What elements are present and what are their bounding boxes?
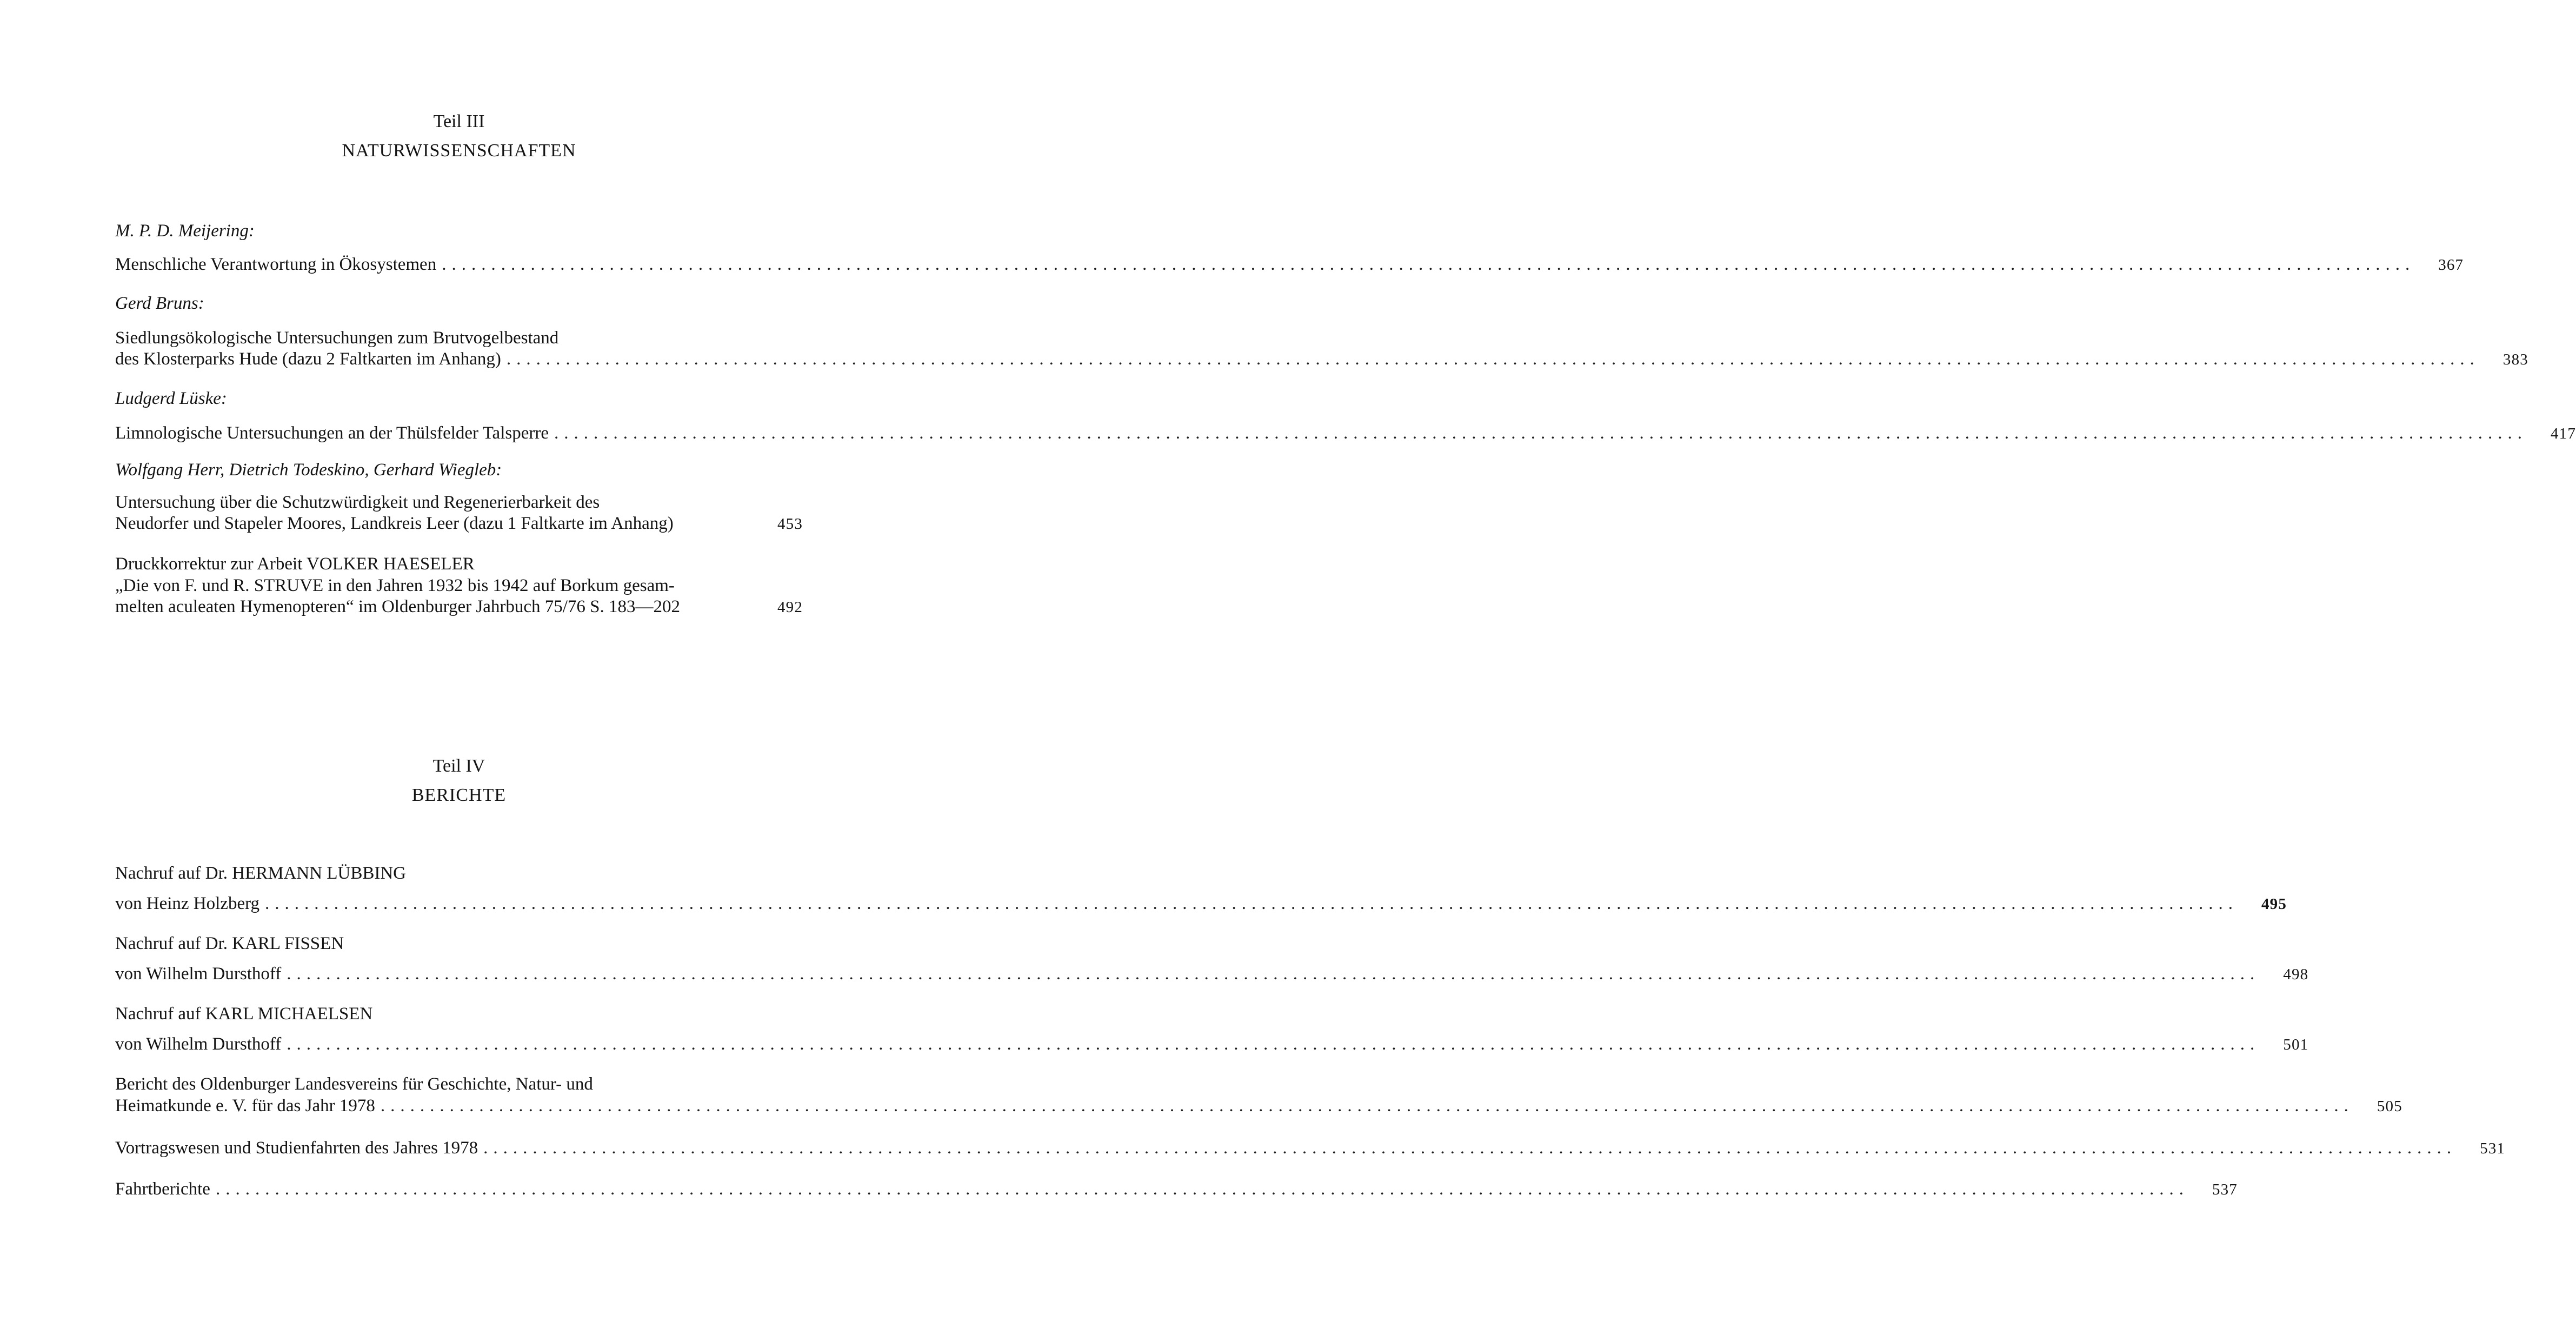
entry-line <box>115 1138 2506 1159</box>
entry-title: Neudorfer und Stapeler Moores, Landkreis Leer (dazu 1 Faltkarte im Anhang) <box>115 514 674 534</box>
entry-author: Ludgerd Lüske: <box>115 389 227 408</box>
toc-entry-nachruf-luebbing <box>115 863 2287 914</box>
entry-line <box>115 423 2576 444</box>
page-number: 531 <box>2480 1140 2506 1157</box>
entry-author: M. P. D. Meijering: <box>115 221 255 241</box>
leader-dots: ........................................................................................................................................................................................................ <box>483 1138 2457 1158</box>
leader-dots: ........................................................................................................................................................................................................ <box>506 349 2480 369</box>
part4-header <box>115 757 803 805</box>
entry-title: von Heinz Holzberg <box>115 893 259 913</box>
entry-title-line: Untersuchung über die Schutzwürdigkeit und Regenerierbarkeit des <box>115 492 600 512</box>
leader-dots: ........................................................................................................................................................................................................ <box>554 423 2527 443</box>
entry-author: Gerd Bruns: <box>115 294 204 313</box>
toc-entry-lueske <box>115 388 2576 444</box>
entry-title-line: Druckkorrektur zur Arbeit VOLKER HAESELER <box>115 554 475 574</box>
page-number: 495 <box>2261 895 2287 913</box>
entry-line <box>115 513 803 535</box>
entry-line <box>115 349 2528 370</box>
entry-title-line: „Die von F. und R. STRUVE in den Jahren 1932 bis 1942 auf Borkum gesam- <box>115 575 675 595</box>
entry-line <box>115 1096 2402 1117</box>
part4-title: BERICHTE <box>411 785 507 805</box>
page-number: 453 <box>777 515 803 533</box>
entry-title: des Klosterparks Hude (dazu 2 Faltkarten im Anhang) <box>115 349 501 369</box>
entry-title: Fahrtberichte <box>115 1179 210 1199</box>
entry-author: Wolfgang Herr, Dietrich Todeskino, Gerhard Wiegleb: <box>115 460 502 480</box>
entry-title: melten aculeaten Hymenopteren“ im Oldenburger Jahrbuch 75/76 S. 183—202 <box>115 597 681 617</box>
entry-line <box>115 964 2309 985</box>
page-number: 492 <box>777 599 803 616</box>
entry-line <box>115 893 2287 915</box>
leader-dots: ........................................................................................................................................................................................................ <box>215 1179 2189 1199</box>
page-number: 505 <box>2377 1097 2402 1115</box>
entry-line <box>115 254 2464 276</box>
page-number: 501 <box>2283 1035 2309 1053</box>
leader-dots: ........................................................................................................................................................................................................ <box>287 964 2260 984</box>
part3-header <box>115 112 803 160</box>
leader-dots: ........................................................................................................................................................................................................ <box>264 893 2238 913</box>
page-number: 367 <box>2438 256 2464 274</box>
page-number: 537 <box>2212 1181 2238 1198</box>
toc-entry-fahrtberichte <box>115 1179 2238 1200</box>
toc-entry-vortragswesen <box>115 1138 2506 1159</box>
part3-number: Teil III <box>433 111 485 131</box>
toc-entry-bericht-1978 <box>115 1074 2402 1117</box>
entry-line <box>115 1179 2238 1200</box>
part4-number: Teil IV <box>432 756 485 776</box>
entry-title: Vortragswesen und Studienfahrten des Jahres 1978 <box>115 1138 478 1158</box>
toc-entry-druckkorrektur <box>115 554 803 618</box>
entry-heading: Nachruf auf KARL MICHAELSEN <box>115 1004 373 1024</box>
entry-title: von Wilhelm Dursthoff <box>115 1034 282 1054</box>
entry-line <box>115 596 803 618</box>
entry-heading: Nachruf auf Dr. KARL FISSEN <box>115 934 344 953</box>
page-number: 383 <box>2502 351 2528 369</box>
entry-title: Limnologische Untersuchungen an der Thülsfelder Talsperre <box>115 423 549 443</box>
entry-heading: Nachruf auf Dr. HERMANN LÜBBING <box>115 864 406 883</box>
toc-entry-nachruf-fissen <box>115 933 2309 985</box>
entry-title-line: Siedlungsökologische Untersuchungen zum Brutvogelbestand <box>115 328 559 348</box>
toc-entry-nachruf-michaelsen <box>115 1004 2309 1055</box>
entry-title: Menschliche Verantwortung in Ökosystemen <box>115 254 437 274</box>
leader-dots: ........................................................................................................................................................................................................ <box>287 1034 2260 1054</box>
page-number: 498 <box>2283 965 2309 983</box>
page-number: 417 <box>2551 424 2576 442</box>
toc-entry-meijering <box>115 221 2464 275</box>
leader-dots: ........................................................................................................................................................................................................ <box>442 254 2415 274</box>
entry-title-line: Bericht des Oldenburger Landesvereins für Geschichte, Natur- und <box>115 1074 593 1094</box>
entry-title: von Wilhelm Dursthoff <box>115 964 282 984</box>
entry-title: Heimatkunde e. V. für das Jahr 1978 <box>115 1096 375 1116</box>
part3-title: NATURWISSENSCHAFTEN <box>342 141 576 161</box>
toc-entry-bruns <box>115 293 2528 370</box>
toc-entry-herr <box>115 460 803 535</box>
entry-line <box>115 1034 2309 1055</box>
leader-dots: ........................................................................................................................................................................................................ <box>380 1096 2354 1116</box>
